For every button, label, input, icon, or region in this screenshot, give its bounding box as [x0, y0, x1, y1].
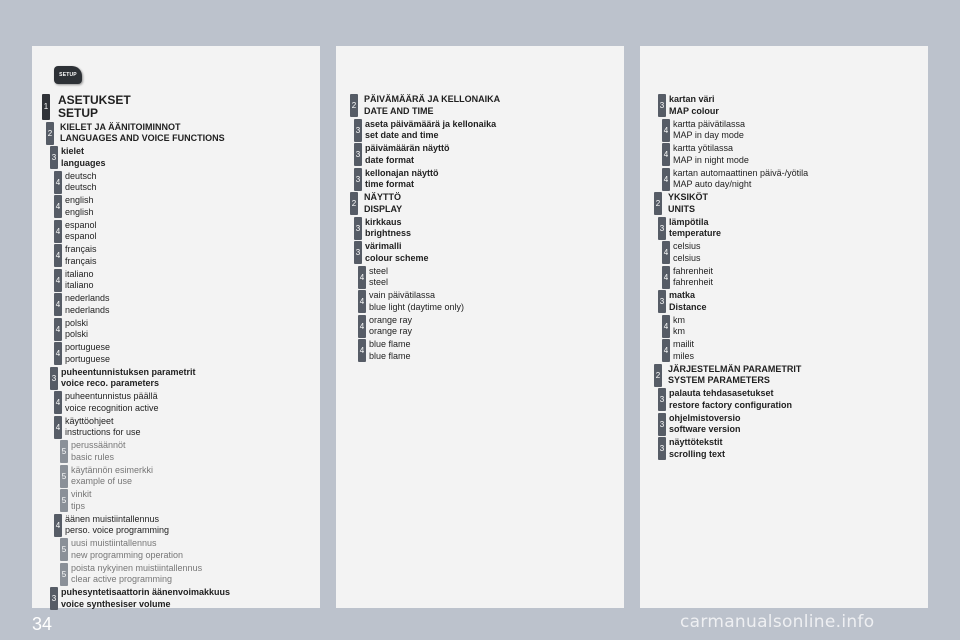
english-label: italiano [65, 280, 94, 290]
menu-item-level-1 [42, 94, 320, 120]
level-badge: 4 [662, 168, 670, 191]
menu-item-text [62, 293, 110, 316]
level-badge: 3 [50, 146, 58, 169]
menu-item-text [62, 342, 110, 365]
menu-item-level-3 [354, 217, 624, 240]
level-badge: 4 [358, 266, 366, 289]
menu-item-text [62, 220, 97, 243]
english-label: clear active programming [71, 574, 173, 584]
menu-item-text [58, 587, 230, 610]
menu-item-level-2 [350, 192, 624, 215]
menu-item-text [670, 339, 694, 362]
menu-item-text [670, 315, 685, 338]
menu-item-text [666, 388, 792, 411]
menu-item-level-3 [658, 217, 928, 240]
menu-item-text [670, 266, 713, 289]
menu-item-level-4 [54, 391, 320, 414]
english-label: orange ray [369, 326, 413, 336]
level-badge: 3 [658, 94, 666, 117]
english-label: espanol [65, 231, 97, 241]
level-badge: 5 [60, 538, 68, 561]
finnish-label: polski [65, 317, 89, 328]
menu-item-level-3 [354, 143, 624, 166]
menu-item-level-2 [46, 122, 320, 145]
english-label: polski [65, 329, 89, 339]
english-label: software version [669, 424, 741, 434]
menu-item-level-4 [358, 315, 624, 338]
english-label: LANGUAGES AND VOICE FUNCTIONS [60, 133, 225, 143]
english-label: blue light (daytime only) [369, 301, 465, 312]
menu-item-level-4 [662, 119, 928, 142]
english-label: deutsch [65, 182, 97, 192]
finnish-label: deutsch [65, 170, 97, 181]
finnish-label: kartta yötilassa [673, 143, 734, 153]
menu-column-3 [640, 46, 928, 608]
english-label: celsius [673, 252, 701, 263]
level-badge: 5 [60, 563, 68, 586]
level-badge: 4 [662, 241, 670, 264]
finnish-label: italiano [65, 268, 94, 279]
menu-item-text [68, 440, 126, 463]
english-label: UNITS [668, 203, 695, 214]
english-label: set date and time [365, 130, 439, 140]
menu-item-text [362, 119, 496, 142]
english-label: Distance [669, 301, 707, 312]
finnish-label: kartta päivätilassa [673, 118, 746, 129]
menu-item-text [62, 269, 94, 292]
english-label: nederlands [65, 304, 110, 315]
level-badge: 4 [54, 391, 62, 414]
menu-item-text [666, 290, 707, 313]
menu-item-level-4 [662, 266, 928, 289]
menu-item-level-4 [662, 315, 928, 338]
level-badge: 4 [54, 514, 62, 537]
level-badge: 3 [354, 168, 362, 191]
menu-item-text [662, 364, 801, 387]
menu-column-1 [32, 46, 320, 608]
menu-item-level-4 [662, 241, 928, 264]
english-label: portuguese [65, 353, 111, 364]
finnish-label: JÄRJESTELMÄN PARAMETRIT [668, 363, 802, 374]
finnish-label: puhesyntetisaattorin äänenvoimakkuus [61, 587, 231, 597]
finnish-label: vain päivätilassa [369, 290, 436, 300]
finnish-label: NÄYTTÖ [364, 192, 401, 202]
level-badge: 3 [354, 143, 362, 166]
menu-item-level-3 [658, 413, 928, 436]
finnish-label: portuguese [65, 342, 111, 352]
menu-item-text [670, 168, 808, 191]
finnish-label: blue flame [369, 339, 411, 349]
menu-item-text [68, 563, 202, 586]
english-label: miles [673, 350, 695, 361]
finnish-label: kartan väri [669, 94, 715, 104]
menu-item-level-4 [662, 339, 928, 362]
finnish-label: käytännön esimerkki [71, 464, 154, 475]
english-label: MAP in day mode [673, 130, 744, 140]
finnish-label: äänen muistiintallennus [65, 513, 160, 524]
menu-item-level-4 [54, 342, 320, 365]
english-label: date format [365, 154, 415, 165]
watermark: carmanualsonline.info [680, 612, 875, 632]
menu-item-text [670, 143, 749, 166]
menu-item-level-5 [60, 563, 320, 586]
english-label: DATE AND TIME [364, 105, 434, 116]
menu-item-text [666, 437, 725, 460]
finnish-label: näyttötekstit [669, 437, 723, 447]
level-badge: 4 [358, 315, 366, 338]
level-badge: 3 [658, 413, 666, 436]
menu-item-level-4 [54, 244, 320, 267]
level-badge: 4 [358, 339, 366, 362]
level-badge: 3 [50, 587, 58, 610]
level-badge: 4 [54, 220, 62, 243]
menu-item-text [358, 94, 500, 117]
english-label: voice recognition active [65, 402, 159, 413]
english-label: km [673, 326, 685, 336]
finnish-label: uusi muistiintallennus [71, 538, 157, 548]
finnish-label: aseta päivämäärä ja kellonaika [365, 118, 497, 129]
level-badge: 4 [662, 119, 670, 142]
finnish-label: PÄIVÄMÄÄRÄ JA KELLONAIKA [364, 94, 501, 104]
menu-item-level-4 [54, 293, 320, 316]
english-label: english [65, 206, 94, 217]
level-badge: 4 [54, 318, 62, 341]
menu-item-level-4 [54, 514, 320, 537]
level-badge: 2 [350, 94, 358, 117]
english-label: temperature [669, 228, 722, 238]
level-badge: 3 [658, 290, 666, 313]
level-badge: 2 [46, 122, 54, 145]
english-label: DISPLAY [364, 203, 403, 214]
finnish-label: français [65, 244, 97, 254]
finnish-label: poista nykyinen muistiintallennus [71, 562, 203, 573]
finnish-label: palauta tehdasasetukset [669, 388, 774, 398]
finnish-label: värimalli [365, 241, 402, 251]
menu-item-text [62, 195, 94, 218]
menu-item-level-3 [354, 119, 624, 142]
menu-item-level-4 [54, 171, 320, 194]
level-badge: 4 [54, 269, 62, 292]
menu-item-level-4 [662, 168, 928, 191]
menu-item-level-4 [54, 269, 320, 292]
menu-column-2 [336, 46, 624, 608]
english-label: blue flame [369, 350, 411, 361]
menu-item-level-3 [50, 367, 320, 390]
finnish-label: puheentunnistus päällä [65, 391, 158, 401]
english-label: basic rules [71, 451, 115, 462]
level-badge: 4 [662, 266, 670, 289]
level-badge: 4 [358, 290, 366, 313]
english-label: steel [369, 277, 389, 287]
finnish-label: matka [669, 290, 696, 300]
menu-item-text [670, 241, 701, 264]
level-badge: 4 [54, 293, 62, 316]
finnish-label: mailit [673, 339, 695, 349]
menu-item-level-4 [358, 290, 624, 313]
finnish-label: fahrenheit [673, 265, 714, 276]
finnish-label: espanol [65, 219, 97, 230]
level-badge: 4 [662, 143, 670, 166]
level-badge: 1 [42, 94, 50, 120]
menu-item-text [62, 514, 169, 537]
menu-item-level-5 [60, 465, 320, 488]
english-label: MAP auto day/night [673, 179, 752, 189]
level-badge: 4 [54, 171, 62, 194]
level-badge: 3 [658, 217, 666, 240]
menu-item-text [358, 192, 402, 215]
menu-item-text [362, 241, 429, 264]
finnish-label: orange ray [369, 314, 413, 325]
finnish-label: perussäännöt [71, 440, 126, 450]
setup-button-icon: SETUP [54, 66, 82, 84]
finnish-label: kartan automaattinen päivä-/yötila [673, 167, 809, 178]
english-label: scrolling text [669, 448, 726, 459]
page-number: 34 [32, 614, 53, 634]
menu-item-level-5 [60, 538, 320, 561]
menu-item-text [366, 290, 464, 313]
menu-item-level-3 [354, 241, 624, 264]
finnish-label: lämpötila [669, 216, 709, 227]
level-badge: 3 [354, 119, 362, 142]
finnish-label: puheentunnistuksen parametrit [61, 366, 196, 377]
menu-item-level-4 [358, 266, 624, 289]
menu-item-level-4 [54, 220, 320, 243]
level-badge: 4 [54, 342, 62, 365]
level-badge: 3 [658, 388, 666, 411]
menu-item-level-3 [658, 290, 928, 313]
english-label: restore factory configuration [669, 399, 793, 410]
english-label: colour scheme [365, 252, 429, 263]
finnish-label: kellonajan näyttö [365, 167, 439, 178]
level-badge: 4 [54, 416, 62, 439]
english-label: time format [365, 179, 415, 189]
finnish-label: english [65, 195, 94, 205]
menu-item-text [68, 538, 183, 561]
english-label: languages [61, 157, 106, 168]
finnish-label: kielet [61, 146, 85, 156]
level-badge: 5 [60, 489, 68, 512]
menu-item-text [366, 266, 388, 289]
level-badge: 3 [50, 367, 58, 390]
level-badge: 3 [658, 437, 666, 460]
menu-item-level-5 [60, 489, 320, 512]
menu-item-level-3 [354, 168, 624, 191]
menu-item-text [662, 192, 708, 215]
english-label: français [65, 255, 97, 266]
menu-item-text [366, 339, 411, 362]
menu-item-level-2 [350, 94, 624, 117]
level-badge: 3 [354, 241, 362, 264]
menu-item-text [54, 122, 225, 145]
finnish-label: YKSIKÖT [668, 192, 709, 202]
menu-item-text [362, 168, 439, 191]
menu-item-level-3 [50, 146, 320, 169]
menu-item-text [366, 315, 412, 338]
english-label: perso. voice programming [65, 525, 170, 535]
menu-item-level-3 [658, 388, 928, 411]
menu-item-level-3 [658, 94, 928, 117]
menu-item-text [62, 318, 88, 341]
menu-item-text [62, 244, 97, 267]
level-badge: 2 [654, 364, 662, 387]
menu-item-level-2 [654, 364, 928, 387]
finnish-label: steel [369, 265, 389, 276]
finnish-label: km [673, 314, 685, 325]
menu-item-text [362, 217, 411, 240]
finnish-label: ASETUKSET [58, 93, 131, 107]
level-badge: 4 [54, 195, 62, 218]
finnish-label: KIELET JA ÄÄNITOIMINNOT [60, 121, 181, 132]
english-label: new programming operation [71, 549, 184, 560]
menu-item-text [58, 367, 196, 390]
menu-item-level-4 [358, 339, 624, 362]
menu-item-text [58, 146, 106, 169]
level-badge: 5 [60, 465, 68, 488]
english-label: example of use [71, 476, 133, 486]
finnish-label: vinkit [71, 489, 92, 499]
menu-item-level-3 [50, 587, 320, 610]
english-label: voice synthesiser volume [61, 598, 171, 609]
menu-item-level-3 [658, 437, 928, 460]
menu-item-text [670, 119, 745, 142]
menu-item-level-4 [662, 143, 928, 166]
menu-item-text [50, 94, 131, 120]
level-badge: 4 [662, 339, 670, 362]
menu-item-level-5 [60, 440, 320, 463]
menu-item-text [62, 416, 141, 439]
english-label: fahrenheit [673, 277, 714, 287]
level-badge: 2 [350, 192, 358, 215]
level-badge: 4 [54, 244, 62, 267]
english-label: instructions for use [65, 427, 141, 437]
menu-item-level-4 [54, 416, 320, 439]
english-label: MAP colour [669, 105, 719, 116]
level-badge: 3 [354, 217, 362, 240]
english-label: brightness [365, 228, 412, 238]
finnish-label: päivämäärän näyttö [365, 143, 450, 153]
menu-item-level-4 [54, 318, 320, 341]
english-label: MAP in night mode [673, 154, 749, 165]
menu-item-text [666, 94, 719, 117]
menu-item-level-4 [54, 195, 320, 218]
menu-item-text [68, 465, 153, 488]
finnish-label: käyttöohjeet [65, 415, 114, 426]
level-badge: 2 [654, 192, 662, 215]
english-label: SYSTEM PARAMETERS [668, 375, 770, 385]
menu-item-text [666, 413, 741, 436]
finnish-label: kirkkaus [365, 216, 402, 227]
menu-item-level-2 [654, 192, 928, 215]
english-label: tips [71, 500, 86, 511]
menu-item-text [362, 143, 450, 166]
menu-item-text [68, 489, 92, 512]
level-badge: 4 [662, 315, 670, 338]
finnish-label: nederlands [65, 293, 110, 303]
english-label: SETUP [58, 106, 99, 120]
english-label: voice reco. parameters [61, 378, 160, 388]
menu-item-text [62, 391, 159, 414]
finnish-label: celsius [673, 241, 701, 251]
menu-item-text [62, 171, 97, 194]
finnish-label: ohjelmistoversio [669, 412, 741, 423]
menu-item-text [666, 217, 721, 240]
level-badge: 5 [60, 440, 68, 463]
